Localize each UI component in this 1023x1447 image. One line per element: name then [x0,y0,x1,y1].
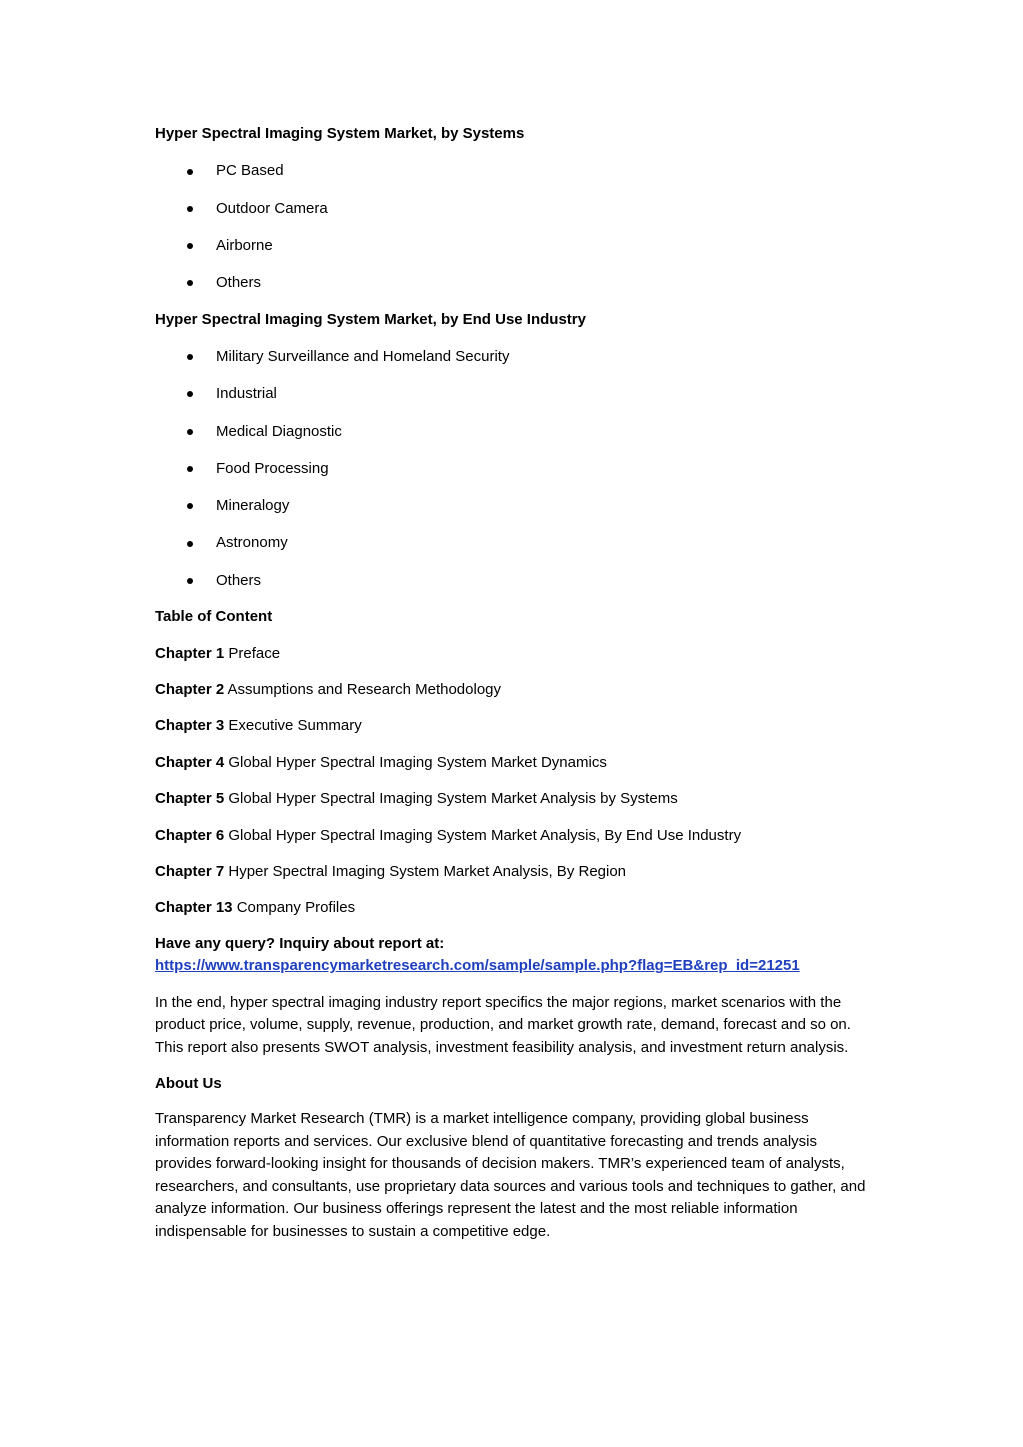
toc-chapter [155,882,875,918]
chapter-title: Global Hyper Spectral Imaging System Market Analysis by Systems [224,790,678,808]
list-item-label: Mineralogy [216,497,290,515]
list-item-label: Others [216,571,262,589]
chapter-number: Chapter 6 [155,826,225,844]
chapter-number: Chapter 4 [155,753,225,771]
list-item-label: Food Processing [216,459,329,477]
list-item-label: Others [216,274,262,292]
chapter-number: Chapter 5 [155,790,225,808]
toc-title: Table of Content [155,608,273,626]
bullet-icon [187,169,193,175]
list-item [155,181,875,218]
toc-chapter [155,627,875,663]
toc-chapter [155,773,875,809]
end-use-list [155,330,875,591]
list-item-label: Industrial [216,385,277,403]
systems-list [155,144,875,293]
list-item [155,330,875,367]
sample-request-link[interactable]: https://www.transparencymarketresearch.com/sample/sample.php?flag=EB&rep_id=21251 [155,957,800,975]
list-item [155,219,875,256]
chapter-number: Chapter 3 [155,717,225,735]
bullet-icon [187,354,193,360]
toc-chapter [155,664,875,700]
list-item-label: Airborne [216,236,273,254]
list-item-label: PC Based [216,162,284,180]
end-use-section-title: Hyper Spectral Imaging System Market, by End Use Industry [155,310,586,328]
summary-paragraph: In the end, hyper spectral imaging industry report specifics the major regions, market scenarios with the product price, volume, supply, revenue, production, and market growth rate, demand, forecast and so on. This report also presents SWOT analysis, investment feasibility analysis, and investment return analysis. [155,993,851,1056]
list-item-label: Military Surveillance and Homeland Security [216,347,510,365]
bullet-icon [187,429,193,435]
chapter-number: Chapter 2 [155,681,225,699]
document-page [155,124,875,1243]
chapter-title: Assumptions and Research Methodology [224,681,502,699]
chapter-title: Global Hyper Spectral Imaging System Market Dynamics [224,753,607,771]
toc-chapter [155,809,875,845]
chapter-number: Chapter 7 [155,863,225,880]
list-item [155,256,875,293]
list-item [155,479,875,516]
list-item [155,516,875,553]
chapter-title: Hyper Spectral Imaging System Market Analysis, By Region [224,863,627,880]
toc-chapter [155,846,875,882]
bullet-icon [187,466,193,472]
chapter-title: Company Profiles [232,899,356,917]
bullet-icon [187,541,193,547]
about-us-body: Transparency Market Research (TMR) is a market intelligence company, providing global business information reports and services. Our exclusive blend of quantitative forecasting and trends analysis provides forward-looking insight for thousands of decision makers. TMR’s experienced team of analysts, researchers, and consultants, use proprietary data sources and various tools and techniques to gather, and analyze information. Our business offerings represent the latest and the most reliable information indispensable for businesses to sustain a competitive edge. [155,1110,866,1240]
bullet-icon [187,391,193,397]
chapter-title: Executive Summary [224,717,362,735]
bullet-icon [187,503,193,509]
list-item-label: Medical Diagnostic [216,422,342,440]
about-us-title: About Us [155,1075,222,1093]
list-item-label: Outdoor Camera [216,199,328,217]
list-item [155,404,875,441]
bullet-icon [187,206,193,212]
toc-list [155,627,875,918]
toc-chapter [155,700,875,736]
systems-section-title: Hyper Spectral Imaging System Market, by Systems [155,125,525,142]
bullet-icon [187,578,193,584]
inquiry-block [155,933,875,978]
inquiry-label: Have any query? Inquiry about report at: [155,934,445,952]
bullet-icon [187,280,193,286]
chapter-number: Chapter 13 [155,899,233,917]
chapter-title: Preface [224,644,281,662]
toc-chapter [155,736,875,772]
list-item [155,367,875,404]
chapter-number: Chapter 1 [155,644,225,662]
list-item-label: Astronomy [216,534,288,552]
list-item [155,442,875,479]
list-item [155,144,875,181]
list-item [155,553,875,590]
bullet-icon [187,243,193,249]
chapter-title: Global Hyper Spectral Imaging System Market Analysis, By End Use Industry [224,826,742,844]
